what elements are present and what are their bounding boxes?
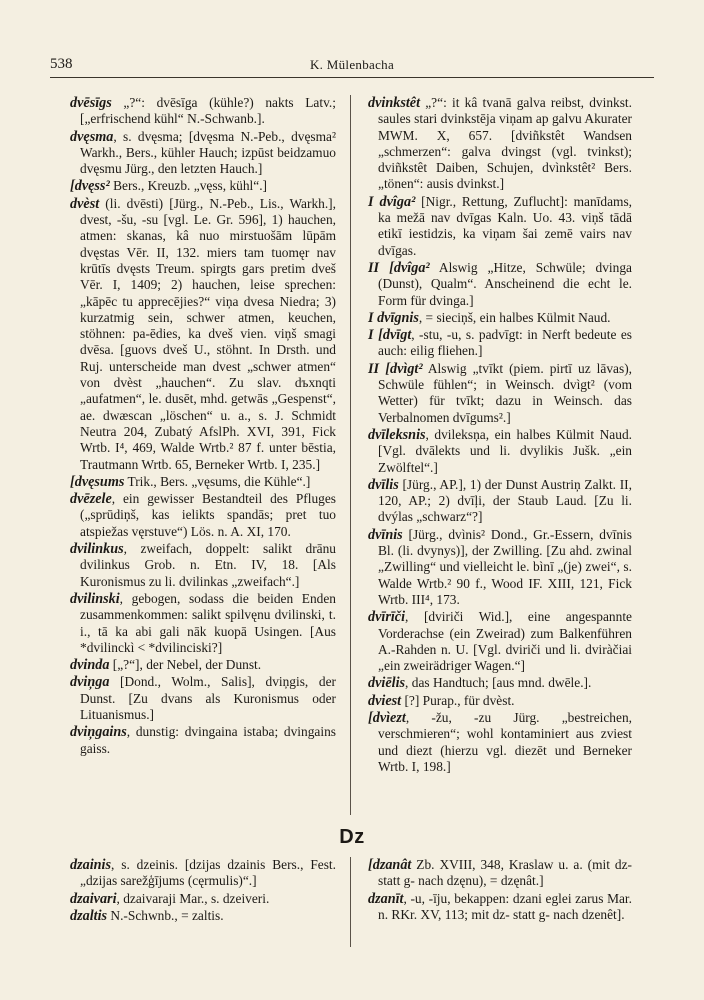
headword: II [dvîga² [368, 259, 430, 276]
dictionary-entry: I dvīgnis, = sieciņš, ein halbes Külmit Naud. [368, 309, 611, 326]
dictionary-entry: dzainis, s. dzeinis. [dzijas dzainis Bers., Fest. „dzijas sarežģījums (cęrmulis)“.] [70, 857, 336, 889]
headword: dviēlis [368, 675, 406, 692]
headword: dvinda [70, 657, 110, 674]
header-rule [50, 77, 654, 78]
dictionary-entry: [dzanât Zb. XVIII, 348, Kraslaw u. a. (mit dz- statt g- nach dzęnu), = dzęnât.] [368, 857, 632, 889]
dictionary-entry: dvèst (li. dvēsti) [Jürg., N.-Peb., Lis., Warkh.], dvest, -šu, -su [vgl. Le. Gr. 596], 1) hauchen, atmen: skanas, kâ nuo mirstuošām lūpām dvęstas Vēr. II, 132. miers tam tuomęr nav krūtīs dvęsts Treum. spirgts gars pretim dveš Vēr. I, 1409; 2) hauchen, leise sprechen: „kāpēc tu apprecējies?“ viņa dvesa Niedra; 3) kurzatmig sein, schwer atmen, keuchen, stöhnen: pa-ēdies, ka dveš vien. viņš smagi dvēsa. [guovs dveš U., stöhnt. In Drsth. und Ruj. unterscheide man dvest „schwer atmen“ von dvèst „hauchen“. Zu slav. dъхnqti „aufatmen“, le. dusēt, mhd. getwās „Gespenst“, ae. dwæscan „löschen“ u. a., s. J. Schmidt Neutra 204, Zubatý AfslPh. XVI, 391, Fick Wrtb. I⁴, 469, Walde Wrtb.² 87 f. unter bēstia, Trautmann Wrtb. 65, Berneker Wrtb. I, 235.] [70, 195, 336, 472]
headword: dvēzele [70, 491, 112, 508]
dictionary-entry: dvīleksnis, dvileksņa, ein halbes Külmit Naud. [Vgl. dvālekts und li. dvylikis Jušk. „ein Zwölftel“.] [368, 426, 632, 475]
headword: [dzanât [368, 857, 412, 873]
headword: dzanīt [368, 890, 404, 907]
headword: dzaltis [70, 907, 108, 924]
dictionary-entry: dvilinkus, zweifach, doppelt: salikt drānu dvilinkus Grob. n. Etn. IV, 18. [Als Kuronismus zu li. dvilinkas „zweifach“.] [70, 541, 336, 589]
headword: dvęsma [70, 128, 114, 145]
dictionary-entry: dviņgains, dunstig: dvingaina istaba; dvingains gaiss. [70, 724, 336, 756]
dictionary-entry: [dvìezt, -žu, -zu Jürg. „bestreichen, verschmieren“; wohl kontaminiert aus zviest und diezt (hierzu vgl. diezēt und Berneker Wrtb. I, 198.] [368, 709, 632, 774]
column-divider [350, 95, 351, 815]
headword: I dvīgnis [368, 309, 419, 326]
dictionary-entry: dzaltis N.-Schwnb., = zaltis. [70, 907, 224, 924]
headword: dvilinski [70, 590, 120, 607]
headword: dvīrīči [368, 609, 406, 626]
dictionary-entry: II [dvìgt² Alswig „tvīkt (piem. pirtī uz lāvas), Schwüle fühlen“; in Weinsch. dvìgt² (vom Wetter) für tvīkt; dazu in Weinsch. das Verbalnomen dvīgums².] [368, 360, 632, 425]
left-column [70, 95, 336, 758]
headword: dviņgains [70, 724, 127, 741]
dictionary-entry: dvilinski, gebogen, sodass die beiden Enden zusammenkommen: salikt spilvęnu dvilinski, t. i., tā ka abi gali nāk kuopā Usingen. [Aus *dvilinckì < *dvilinciski?] [70, 590, 336, 655]
dictionary-entry: dzanīt, -u, -īju, bekappen: dzani eglei zarus Mar. n. RKr. XV, 113; mit dz- statt g- nach dzenêt]. [368, 890, 632, 922]
running-title: K. Mülenbacha [309, 57, 395, 72]
dictionary-entry: dvēsīgs „?“: dvēsīga (kühle?) nakts Latv.; [„erfrischend kühl“ N.-Schwanb.]. [70, 95, 336, 127]
dictionary-entry: dvęsma, s. dvęsma; [dvęsma N.-Peb., dvęsma² Warkh., Bers., kühler Hauch; izpūst beidzamuo dvęsmu Jürg., den letzten Hauch.] [70, 128, 336, 177]
section-heading: Dz [339, 826, 365, 848]
column-divider-bottom [350, 857, 351, 947]
page-number: 538 [50, 56, 73, 72]
headword: dvīnis [368, 526, 403, 543]
headword: dzainis [70, 857, 112, 873]
dictionary-entry: dvīlis [Jürg., AP.], 1) der Dunst Austriņ Zalkt. II, 120, AP.; 2) dvīļi, der Staub Laud. [Zu li. dvýlas „schwarz“?] [368, 476, 632, 525]
page-header [50, 56, 654, 76]
headword: dvēsīgs [70, 95, 112, 111]
dictionary-entry: I dvîga² [Nigr., Rettung, Zuflucht]: manīdams, ka mežā nav dvīgas Kaln. Uo. 43. viņš tādā etikī iestidzis, ka viņam šai zemē vairs nav dvīgas. [368, 193, 633, 258]
headword: [dvìezt [368, 709, 406, 726]
dictionary-entry: dvinkstêt „?“: it kâ tvanā galva reibst, dvinkst. saules stari dvinkstēja viņam ap galvu Akurater MWM. X, 657. [dviñkstêt Wandsen „schmerzen“: galva dvingst (vgl. tvinkst); dviñkstêt Daiben, Schujen, dvìnkstêt² Bers. „tönen“: ausis dvinkst.] [368, 95, 632, 192]
bottom-left-column [70, 857, 336, 925]
headword: I [dvīgt [368, 327, 412, 344]
dictionary-entry: I [dvīgt, -stu, -u, s. padvīgt: in Nerft bedeute es auch: eilig fliehen.] [368, 327, 632, 359]
headword: dviest [368, 692, 402, 709]
headword: II [dvìgt² [368, 360, 423, 377]
headword: dvīlis [368, 476, 399, 493]
right-column [368, 95, 632, 776]
dictionary-entry: II [dvîga² Alswig „Hitze, Schwüle; dvinga (Dunst), Qualm“. Anscheinend die echt le. Form für dvinga.] [368, 259, 632, 308]
headword: dvinkstêt [368, 95, 421, 111]
headword: dvilinkus [70, 541, 124, 558]
dictionary-entry: dvinda [„?“], der Nebel, der Dunst. [70, 657, 262, 674]
dictionary-entry: [dvęss² Bers., Kreuzb. „vęss, kühl“.] [70, 178, 268, 195]
headword: dzaivari [70, 890, 117, 907]
dictionary-entry: dvīrīči, [dviriči Wid.], eine angespannte Vorderachse (ein Zweirad) zum Balkenführen A.-Rahden n. U. [Vgl. dviriči und li. dviràčiai „ein zweirädriger Wagen.“] [368, 609, 632, 674]
dictionary-entry: dviest [?] Purap., für dvèst. [368, 692, 515, 709]
headword: [dvęsums [70, 473, 125, 490]
headword: dviņga [70, 674, 110, 691]
dictionary-entry: [dvęsums Trik., Bers. „vęsums, die Kühle“.] [70, 473, 311, 490]
dictionary-entry: dvīnis [Jürg., dvìnis² Dond., Gr.-Essern, dvīnis Bl. (li. dvynys)], der Zwilling. [Zu ahd. zwinal „Zwilling“ und vielleicht le. bìnī „(je) zwei“, s. Walde Wrtb.² 90 f., Wood IF. XIII, 121, Fick Wrtb. III⁴, 173. [368, 526, 632, 607]
dictionary-entry: dviņga [Dond., Wolm., Salis], dviņgis, der Dunst. [Zu dvans als Kuronismus oder Lituanismus.] [70, 674, 336, 722]
headword: dvèst [70, 195, 100, 212]
headword: [dvęss² [70, 178, 110, 195]
headword: I dvîga² [368, 193, 416, 210]
bottom-right-column [368, 857, 632, 924]
dictionary-entry: dvēzele, ein gewisser Bestandteil des Pfluges („sprūdiņš, kas ielikts spandās; pret tuo atspiežas vęrstuve“) Lös. n. A. XI, 170. [70, 491, 336, 539]
dictionary-entry: dzaivari, dzaivaraji Mar., s. dzeiveri. [70, 890, 270, 907]
headword: dvīleksnis [368, 426, 426, 443]
dictionary-entry: dviēlis, das Handtuch; [aus mnd. dwēle.]. [368, 675, 592, 692]
